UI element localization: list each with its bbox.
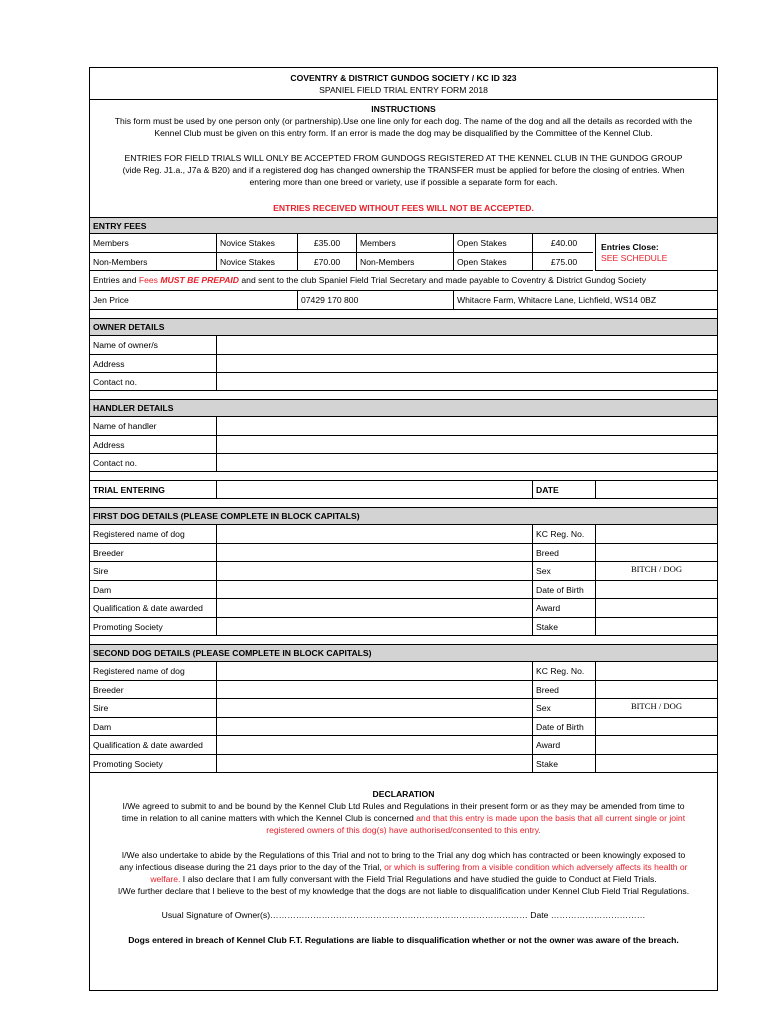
owner-table [90,335,717,387]
secretary-name: Jen Price [93,295,129,305]
dog-detail-input[interactable] [595,599,717,617]
declaration-red-text: or which is suffering from a visible condition which adversely affects its health or [384,862,688,872]
field-label: Date of Birth [532,581,595,598]
owner-name-input[interactable] [216,336,717,354]
owner-row [90,373,717,391]
dog-detail-input[interactable] [595,544,717,561]
payment-prepaid: MUST BE PREPAID [160,275,239,285]
field-label: Date of Birth [532,718,595,735]
fee-group: Members [93,238,129,248]
trial-row [90,480,717,499]
disqualification-notice: Dogs entered in breach of Kennel Club F.T. Regulations are liable to disqualification whether or not the owner was aware of the breach. [128,935,679,945]
trial-entering-input[interactable] [216,481,532,498]
handler-row [90,417,717,436]
field-label: Award [532,599,595,617]
declaration-text: I/We also undertake to abide by the Regulations of this Trial and not to bring to the Trial any dog which has contracted or been knowingly exposed to [121,850,686,860]
dog-detail-row [90,544,717,562]
form-subtitle: SPANIEL FIELD TRIAL ENTRY FORM 2018 [319,85,488,95]
fee-group: Members [356,234,453,252]
dog-detail-input[interactable] [216,681,532,698]
dog-detail-input[interactable] [216,699,532,717]
handler-row [90,454,717,472]
handler-name-input[interactable] [216,417,717,435]
handler-table [90,416,717,468]
dog-detail-input[interactable] [595,699,717,717]
declaration-text: I/We agreed to submit to and be bound by the Kennel Club Ltd Rules and Regulations in their present form or as they may be amended from time to [122,801,685,811]
sex-options: BITCH / DOG [630,564,683,574]
instructions-text: entering more than one breed or variety, use if possible a separate form for each. [249,177,558,187]
dog-detail-input[interactable] [595,581,717,598]
instructions-text: (vide Reg. J1.a., J7a & B20) and if a registered dog has changed ownership the TRANSFER must be applied for before the closing of entries. When [122,165,685,175]
declaration-text: I/We further declare that I believe to the best of my knowledge that the dogs are not liable to disqualification under Kennel Club Field Trial Regulations. [117,886,690,896]
field-label: Qualification & date awarded [93,603,203,613]
dog-detail-row [90,736,717,755]
secretary-address: Whitacre Farm, Whitacre Lane, Lichfield, WS14 0BZ [453,291,717,309]
fee-price: £40.00 [532,234,595,252]
trial-date-input[interactable] [595,481,717,498]
field-label: Stake [532,755,595,772]
owner-row [90,336,717,355]
field-label: KC Reg. No. [532,525,595,543]
payment-note [90,271,717,290]
divider [90,99,717,100]
owner-address-input[interactable] [216,355,717,372]
fee-price: £75.00 [532,253,595,270]
declaration-red-text: and that this entry is made upon the basis that all current single or joint [416,813,686,823]
field-label: Name of handler [93,421,157,431]
trial-entering-label: TRIAL ENTERING [93,485,165,495]
instructions-text: ENTRIES FOR FIELD TRIALS WILL ONLY BE ACCEPTED FROM GUNDOGS REGISTERED AT THE KENNEL CLUB IN THE GUNDOG GROUP [124,153,683,163]
dog-detail-input[interactable] [595,525,717,543]
dog-detail-row [90,525,717,544]
entries-close-value: SEE SCHEDULE [601,253,668,263]
dog-detail-input[interactable] [595,562,717,580]
field-label: Promoting Society [93,622,163,632]
entry-fees-heading: ENTRY FEES [90,217,717,234]
dog-detail-row [90,562,717,581]
field-label: KC Reg. No. [532,662,595,680]
field-label: Address [93,440,125,450]
instructions-text: Kennel Club must be given on this entry form. If an error is made the dog may be disqualified by the Committee of the Kennel Club. [154,128,653,138]
dog-detail-row [90,599,717,618]
dog-detail-input[interactable] [216,562,532,580]
field-label: Contact no. [93,458,137,468]
dog-detail-input[interactable] [595,662,717,680]
field-label: Breed [532,681,595,698]
second-dog-heading: SECOND DOG DETAILS (PLEASE COMPLETE IN BLOCK CAPITALS) [90,644,717,662]
first-dog-heading: FIRST DOG DETAILS (PLEASE COMPLETE IN BLOCK CAPITALS) [90,507,717,525]
fee-stake: Novice Stakes [216,234,297,252]
dog-detail-row [90,618,717,636]
form-title: COVENTRY & DISTRICT GUNDOG SOCIETY / KC ID 323 [290,73,517,83]
field-label: Breeder [93,548,124,558]
field-label: Promoting Society [93,759,163,769]
dog-detail-input[interactable] [216,544,532,561]
payment-text: Entries and [93,275,139,285]
fee-stake: Open Stakes [453,234,532,252]
dog-detail-input[interactable] [595,681,717,698]
dog-detail-input[interactable] [595,718,717,735]
declaration-heading: DECLARATION [372,789,435,799]
dog-detail-input[interactable] [595,755,717,772]
payment-text: and sent to the club Spaniel Field Trial Secretary and made payable to Coventry & District Gundog Society [239,275,646,285]
dog-detail-row [90,681,717,699]
field-label: Registered name of dog [93,666,185,676]
field-label: Award [532,736,595,754]
fees-warning: ENTRIES RECEIVED WITHOUT FEES WILL NOT BE ACCEPTED. [273,203,534,213]
declaration-text [90,813,717,825]
dog-detail-row [90,699,717,718]
fee-row [90,253,593,271]
declaration-text: I also declare that I am fully conversant with the Field Trial Regulations and have studied the guide to Conduct at Field Trials. [180,874,657,884]
declaration-text: time in relation to all canine matters with which the Kennel Club is concerned [121,813,417,823]
field-label: Registered name of dog [93,529,185,539]
entries-close-box [595,234,718,271]
fee-price: £70.00 [297,253,356,270]
field-label: Name of owner/s [93,340,158,350]
owner-details-heading: OWNER DETAILS [90,318,717,336]
field-label: Breeder [93,685,124,695]
first-dog-table [90,524,717,632]
field-label: Dam [93,722,112,732]
field-label: Dam [93,585,112,595]
field-label: Qualification & date awarded [93,740,203,750]
declaration-text [90,874,717,886]
declaration-text [90,862,717,874]
instructions-heading: INSTRUCTIONS [371,104,436,114]
entries-close-label: Entries Close: [601,242,659,252]
second-dog-table [90,661,717,769]
handler-address-input[interactable] [216,436,717,453]
dog-detail-input[interactable] [595,736,717,754]
handler-row [90,436,717,454]
fee-group: Non-Members [356,253,453,270]
dog-detail-row [90,718,717,736]
dog-detail-row [90,581,717,599]
dog-detail-input[interactable] [216,581,532,598]
payment-row [90,271,717,291]
trial-date-label: DATE [532,481,595,498]
dog-detail-row [90,662,717,681]
dog-detail-input[interactable] [216,736,532,754]
dog-detail-row [90,755,717,773]
instructions-text: This form must be used by one person only (or partnership).Use one line only for each dog. The name of the dog and all the details as recorded with the [114,116,693,126]
field-label: Address [93,359,125,369]
field-label: Sex [532,699,595,717]
fee-row [90,234,593,253]
secretary-phone: 07429 170 800 [297,291,453,309]
dog-detail-input[interactable] [216,755,532,772]
dog-detail-input[interactable] [595,618,717,635]
field-label: Sire [93,703,109,713]
field-label: Sex [532,562,595,580]
dog-detail-input[interactable] [216,525,532,543]
declaration-red-text: registered owners of this dog(s) have authorised/consented to this entry. [266,825,541,835]
signature-line[interactable]: Usual Signature of Owner(s)……………………………………………………………………………… Date …………………………… [161,910,646,920]
payment-fees: Fees [138,275,161,285]
entry-form [89,67,718,991]
fee-stake: Open Stakes [453,253,532,270]
owner-row [90,355,717,373]
secretary-row [90,291,717,310]
handler-contact-input[interactable] [216,454,717,471]
field-label: Breed [532,544,595,561]
declaration-red-text: welfare. [150,874,181,884]
dog-detail-input[interactable] [216,599,532,617]
dog-detail-input[interactable] [216,718,532,735]
field-label: Stake [532,618,595,635]
handler-details-heading: HANDLER DETAILS [90,399,717,417]
field-label: Sire [93,566,109,576]
declaration-text: any infectious disease during the 21 days prior to the day of the Trial, [119,862,385,872]
sex-options: BITCH / DOG [630,701,683,711]
fee-stake: Novice Stakes [216,253,297,270]
owner-contact-input[interactable] [216,373,717,390]
dog-detail-input[interactable] [216,618,532,635]
fee-price: £35.00 [297,234,356,252]
fee-group: Non-Members [93,257,148,267]
dog-detail-input[interactable] [216,662,532,680]
field-label: Contact no. [93,377,137,387]
